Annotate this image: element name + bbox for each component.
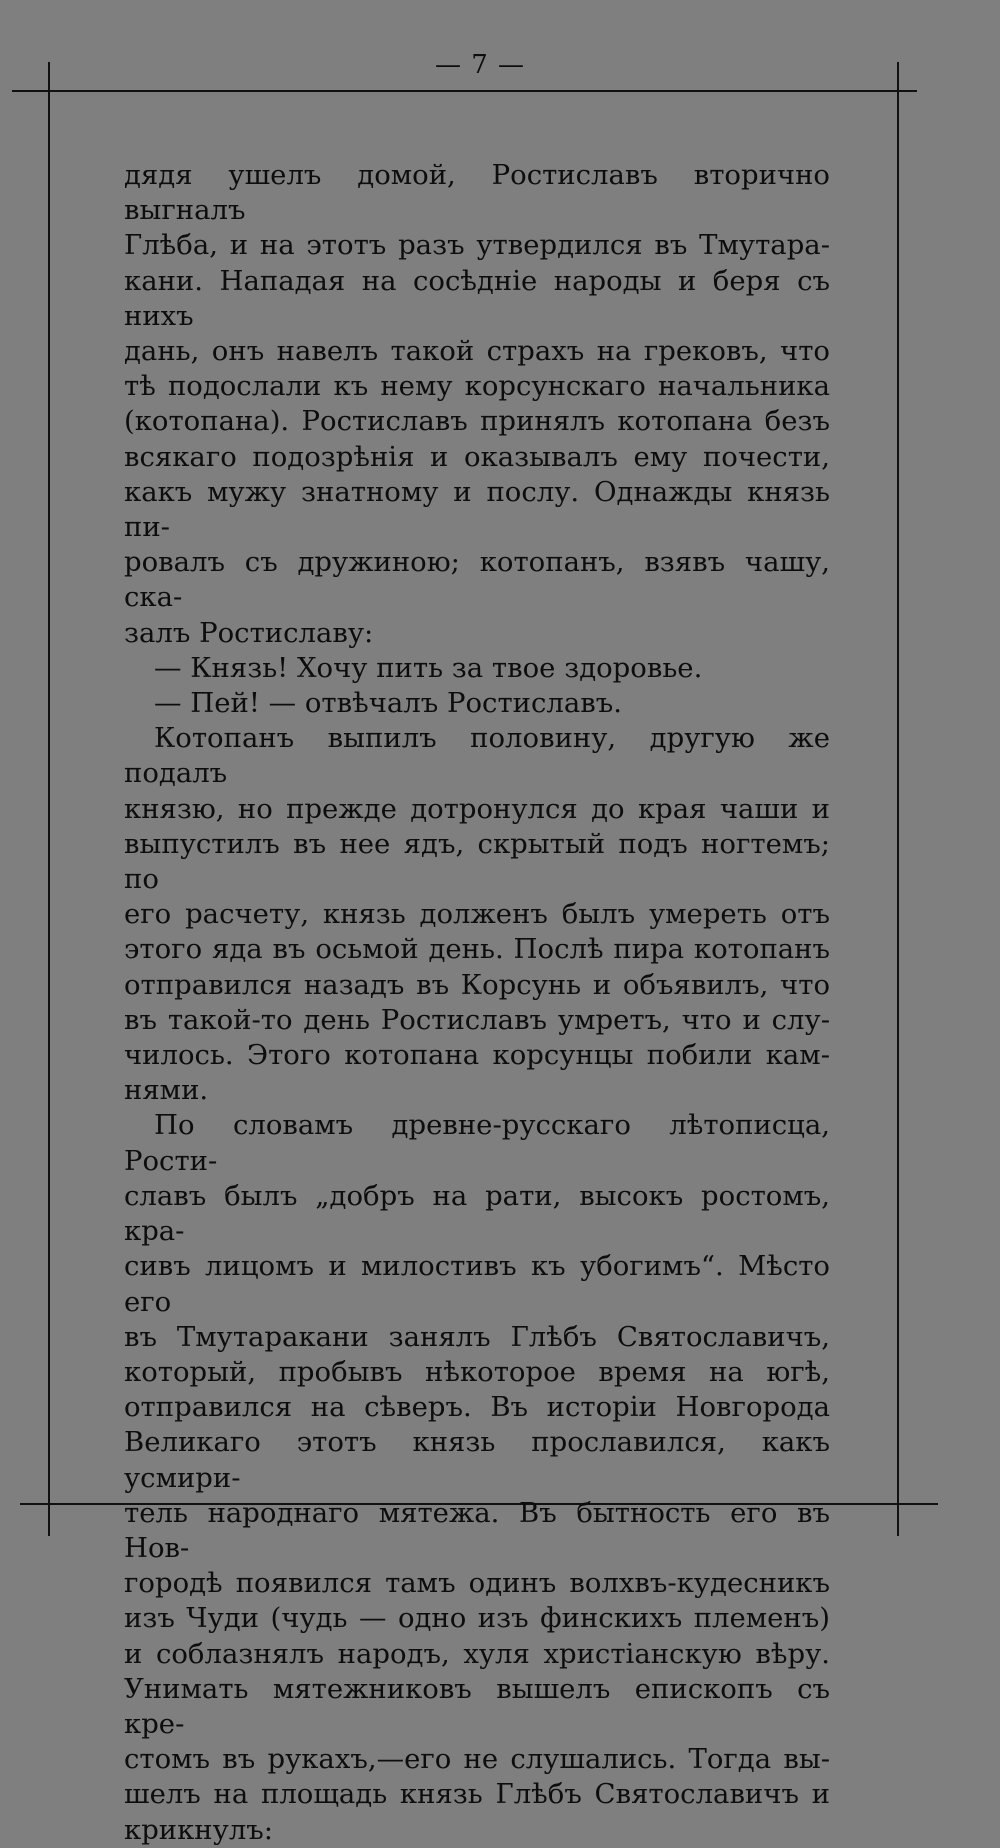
text-line: какъ мужу знатному и послу. Однажды князь пи- <box>124 475 830 544</box>
text-line: (котопана). Ростиславъ принялъ котопана безъ <box>124 405 830 438</box>
top-rule <box>12 90 917 92</box>
dialogue-line <box>124 651 830 686</box>
text-line: который, пробывъ нѣкоторое время на югѣ, <box>124 1355 830 1388</box>
text-line: дядя ушелъ домой, Ростиславъ вторично выгналъ <box>124 159 830 227</box>
dialogue-line <box>124 686 830 721</box>
text-line: отправился назадъ въ Корсунь и объявилъ, что <box>124 968 830 1001</box>
text-line: въ Тмутаракани занялъ Глѣбъ Святославичъ, <box>124 1320 830 1353</box>
text-line: кани. Нападая на сосѣдніе народы и беря съ нихъ <box>124 264 830 332</box>
text-line: князю, но прежде дотронулся до края чаши и <box>124 792 830 825</box>
text-line: Унимать мятежниковъ вышелъ епископъ съ кре- <box>124 1672 830 1740</box>
text-line: По словамъ древне-русскаго лѣтописца, Рости- <box>124 1109 830 1177</box>
text-line: Глѣба, и на этотъ разъ утвердился въ Тмутара- <box>124 229 830 262</box>
text-line: стомъ въ рукахъ,—его не слушались. Тогда вы- <box>124 1743 830 1776</box>
text-line: тѣ подослали къ нему корсунскаго начальника <box>124 370 830 403</box>
text-body <box>124 158 830 1848</box>
text-line: выпустилъ въ нее ядъ, скрытый подъ ногтемъ; по <box>124 827 830 896</box>
paragraph <box>124 721 830 1108</box>
text-line: и соблазнялъ народъ, хуля христіанскую вѣру. <box>124 1637 830 1670</box>
text-line: крикнулъ: <box>124 1813 274 1846</box>
text-line: залъ Ростиславу: <box>124 616 374 649</box>
text-line: его расчету, князь долженъ былъ умереть отъ <box>124 898 830 931</box>
text-line: тель народнаго мятежа. Въ бытность его въ Нов- <box>124 1496 830 1564</box>
text-line: — Князь! Хочу пить за твое здоровье. <box>154 651 703 684</box>
page-number: — 7 — <box>434 50 526 80</box>
text-line: чилось. Этого котопана корсунцы побили кам- <box>124 1039 830 1072</box>
text-line: всякаго подозрѣнія и оказывалъ ему почести, <box>124 440 830 473</box>
text-line: этого яда въ осьмой день. Послѣ пира котопанъ <box>124 933 830 966</box>
text-line: въ такой-то день Ростиславъ умретъ, что и слу- <box>124 1003 830 1036</box>
right-border <box>897 62 899 1536</box>
text-line: — Пей! — отвѣчалъ Ростиславъ. <box>154 687 622 720</box>
text-line: отправился на сѣверъ. Въ исторіи Новгорода <box>124 1391 830 1424</box>
text-line: городѣ появился тамъ одинъ волхвъ-кудесникъ <box>124 1567 830 1600</box>
text-line: Котопанъ выпилъ половину, другую же подалъ <box>124 722 830 790</box>
paragraph <box>124 1108 830 1847</box>
text-line: славъ былъ „добръ на рати, высокъ ростомъ, кра- <box>124 1179 830 1248</box>
text-line: дань, онъ навелъ такой страхъ на грековъ, что <box>124 335 830 368</box>
paragraph <box>124 158 830 651</box>
text-line: шелъ на площадь князь Глѣбъ Святославичъ и <box>124 1778 830 1811</box>
text-line: сивъ лицомъ и милостивъ къ убогимъ“. Мѣсто его <box>124 1250 830 1318</box>
text-line: нями. <box>124 1074 209 1107</box>
text-line: изъ Чуди (чудь — одно изъ финскихъ племенъ) <box>124 1602 830 1635</box>
text-line: Великаго этотъ князь прославился, какъ усмири- <box>124 1426 830 1494</box>
left-border <box>48 62 50 1536</box>
text-line: ровалъ съ дружиною; котопанъ, взявъ чашу, ска- <box>124 546 830 614</box>
